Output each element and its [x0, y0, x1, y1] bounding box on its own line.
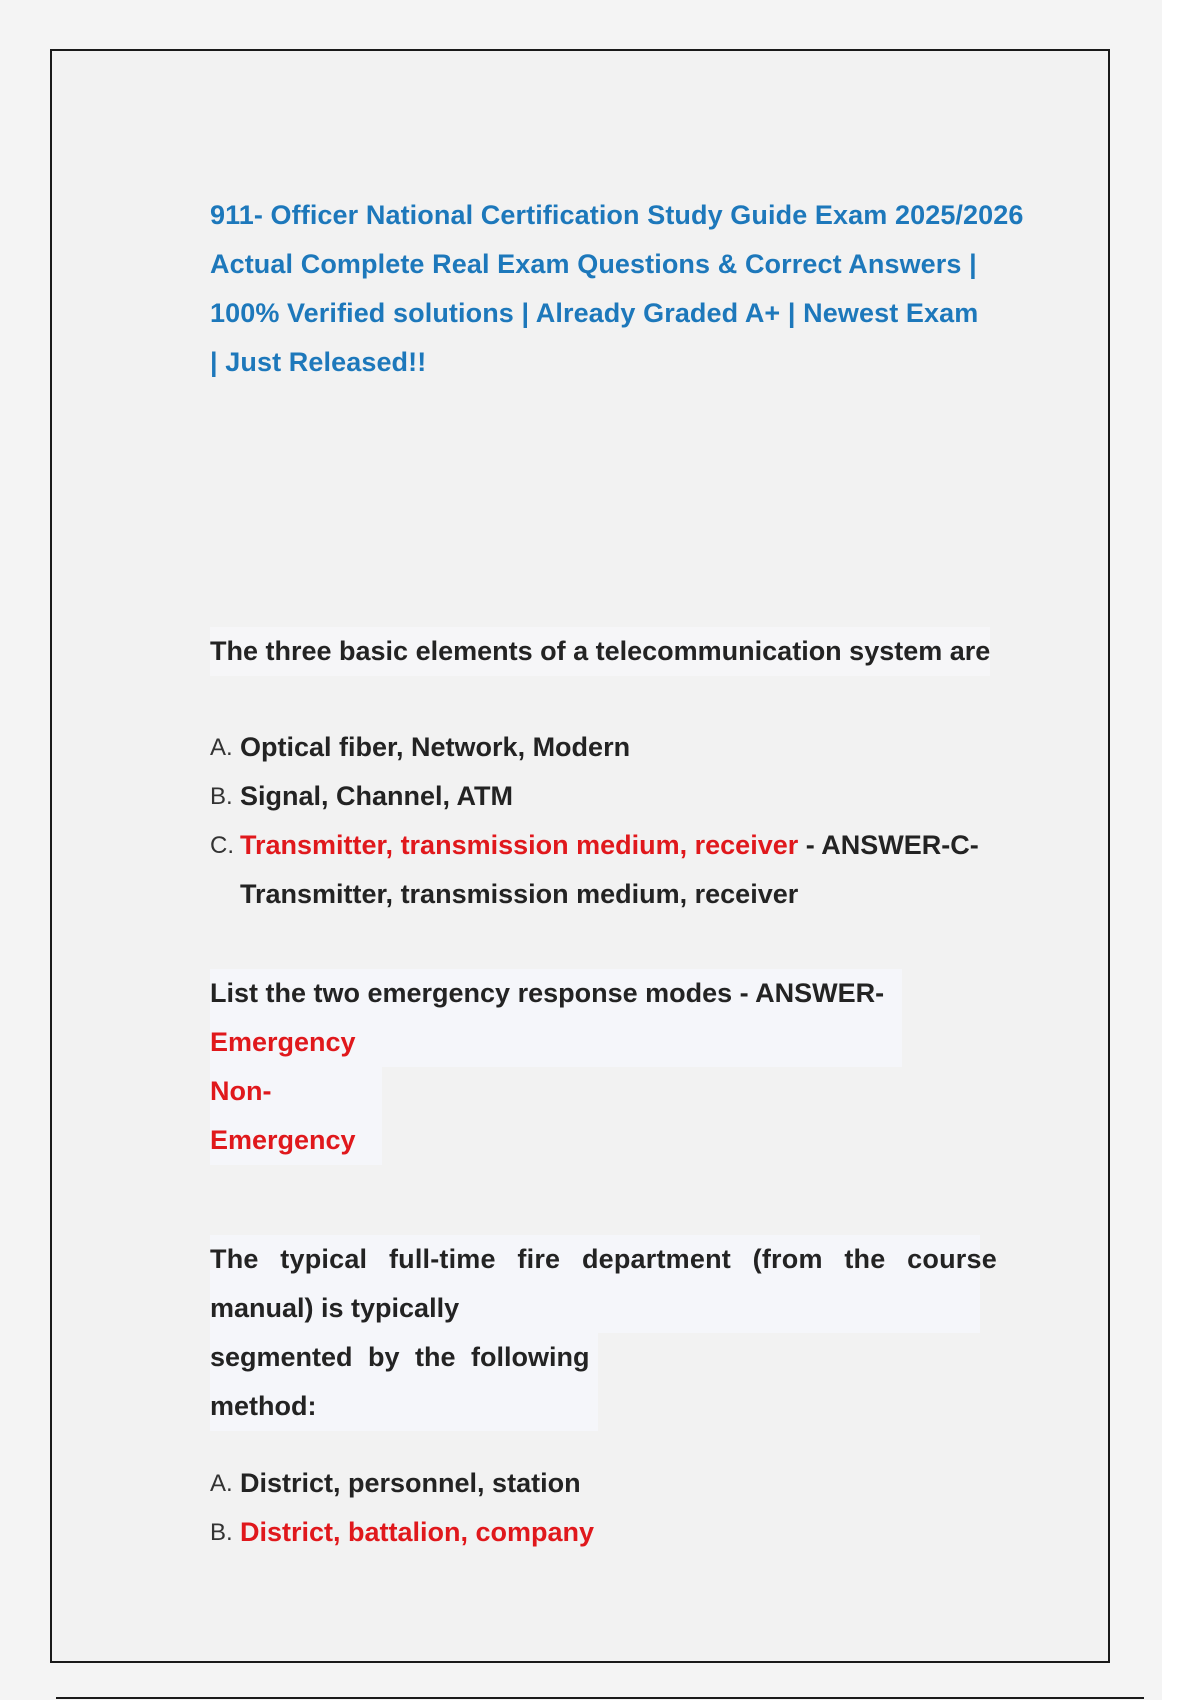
- answer-marker: - ANSWER-C-: [798, 830, 979, 860]
- document-title: [210, 191, 1090, 387]
- option-a: [210, 1459, 594, 1508]
- option-a: [210, 723, 979, 772]
- answer-line-2: Non-: [210, 1067, 382, 1116]
- bottom-rule: [56, 1697, 1144, 1699]
- answer-line-1: Emergency: [210, 1018, 902, 1067]
- question-2: [210, 969, 902, 1165]
- option-text: Signal, Channel, ATM: [240, 781, 514, 811]
- option-text: Optical fiber, Network, Modern: [240, 732, 631, 762]
- option-letter: B.: [210, 783, 233, 810]
- correct-answer-text: District, battalion, company: [240, 1517, 595, 1547]
- right-margin-strip: [1162, 0, 1200, 1700]
- question-2-text: List the two emergency response modes - ANSWER-: [210, 969, 902, 1018]
- option-letter: C.: [210, 832, 234, 859]
- option-b: [210, 1508, 594, 1557]
- option-b: [210, 772, 979, 821]
- title-line-3: 100% Verified solutions | Already Graded A+ | Newest Exam: [210, 298, 979, 328]
- option-letter: B.: [210, 1519, 233, 1546]
- question-3: [210, 1235, 997, 1431]
- question-3-options: [210, 1459, 594, 1557]
- answer-line-3: Emergency: [210, 1116, 382, 1165]
- title-line-1: 911- Officer National Certification Study Guide Exam 2025/2026: [210, 200, 1024, 230]
- question-3-line-3: segmented by the following: [210, 1333, 598, 1382]
- question-3-line-1: The typical full-time fire department (from the course: [210, 1235, 980, 1284]
- question-3-line-2: manual) is typically: [210, 1284, 980, 1333]
- question-1-options: [210, 723, 979, 919]
- question-1: The three basic elements of a telecommunication system are: [210, 627, 990, 676]
- document-content: [210, 191, 1090, 1547]
- option-letter: A.: [210, 734, 233, 761]
- option-text: District, personnel, station: [240, 1468, 581, 1498]
- option-c: [210, 821, 979, 919]
- question-3-line-4: method:: [210, 1382, 598, 1431]
- title-line-2: Actual Complete Real Exam Questions & Correct Answers |: [210, 249, 977, 279]
- document-page: [50, 49, 1110, 1663]
- option-letter: A.: [210, 1470, 233, 1497]
- correct-answer-text: Transmitter, transmission medium, receiver: [240, 830, 799, 860]
- title-line-4: | Just Released!!: [210, 347, 427, 377]
- answer-continuation: Transmitter, transmission medium, receiver: [240, 879, 799, 909]
